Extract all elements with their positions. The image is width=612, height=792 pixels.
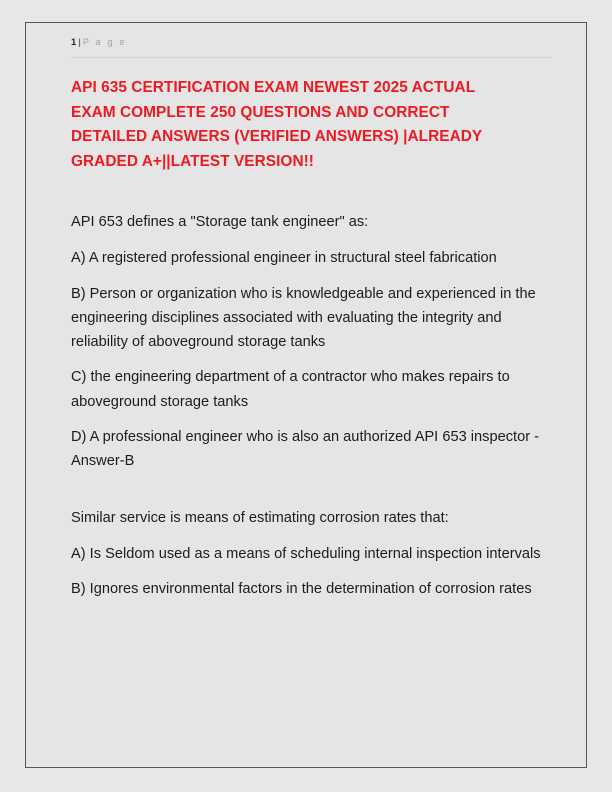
header-separator: | xyxy=(78,37,81,47)
page-number: 1 xyxy=(71,37,77,48)
answer-option-c: C) the engineering department of a contractor who makes repairs to aboveground storage tanks xyxy=(71,369,510,410)
question-prompt: Similar service is means of estimating corrosion rates that: xyxy=(71,509,449,526)
question-prompt: API 653 defines a "Storage tank engineer" as: xyxy=(71,214,369,230)
question-block-1 xyxy=(71,210,552,474)
answer-option-d: D) A professional engineer who is also an authorized API 653 inspector - Answer-B xyxy=(71,429,539,470)
page-content-area xyxy=(26,23,586,767)
questions-container xyxy=(71,210,552,602)
answer-option-a: A) A registered professional engineer in structural steel fabrication xyxy=(71,250,497,267)
question-block-2 xyxy=(71,506,552,602)
page-label: P a g e xyxy=(82,37,127,47)
document-title: API 635 CERTIFICATION EXAM NEWEST 2025 ACTUAL EXAM COMPLETE 250 QUESTIONS AND CORRECT DETAILED ANSWERS (VERIFIED ANSWERS) |ALREADY GRADED A+||LATEST VERSION!! xyxy=(71,79,482,170)
document-page xyxy=(25,22,587,768)
running-header xyxy=(71,35,552,54)
header-divider xyxy=(71,57,552,58)
answer-option-b: B) Ignores environmental factors in the determination of corrosion rates xyxy=(71,581,532,598)
answer-option-a: A) Is Seldom used as a means of scheduling internal inspection intervals xyxy=(71,545,541,562)
answer-option-b: B) Person or organization who is knowledgeable and experienced in the engineering disciplines associated with evaluating the integrity and reliability of aboveground storage tanks xyxy=(71,285,536,351)
